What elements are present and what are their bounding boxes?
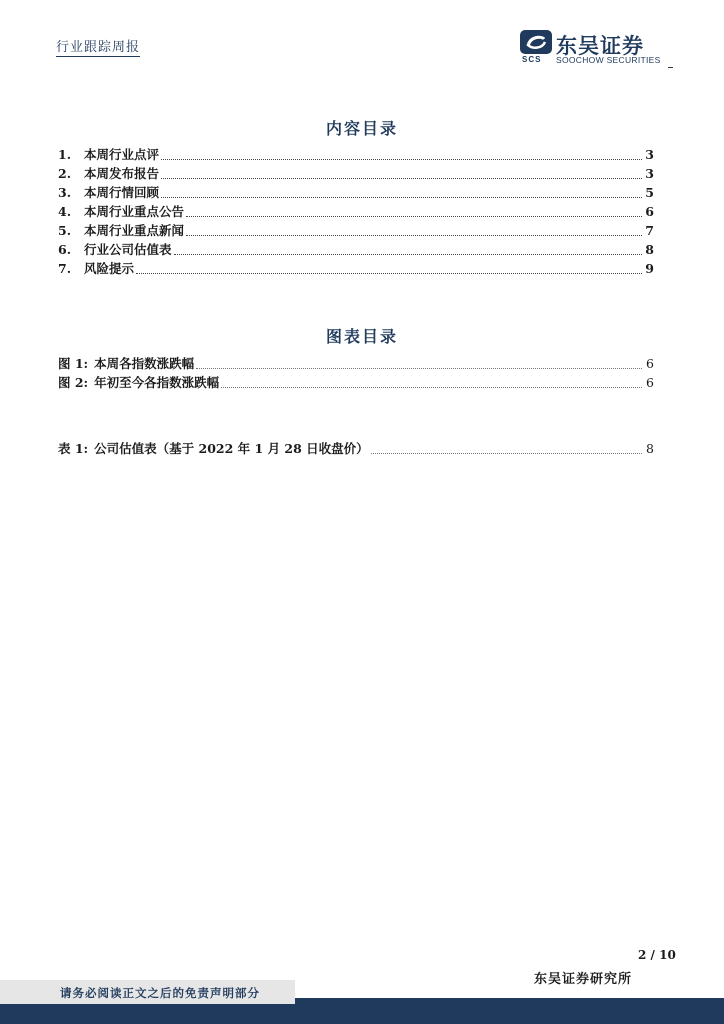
toc-leader-dots	[186, 226, 642, 236]
toc-entry-page: 7	[645, 223, 654, 238]
tables-list	[58, 439, 654, 458]
table-entry[interactable]	[58, 439, 654, 458]
toc-entry[interactable]	[58, 145, 654, 164]
figure-entry-page: 6	[646, 356, 654, 371]
logo-chinese-name: 东吴证券	[556, 34, 644, 58]
logo-english-name: SOOCHOW SECURITIES	[556, 55, 661, 65]
table-entry-label: 表 1:	[58, 441, 89, 456]
figure-entry[interactable]	[58, 354, 654, 373]
toc-entry-number: 6.	[58, 242, 72, 257]
institute-name: 东吴证券研究所	[534, 972, 633, 987]
figure-entry-label: 图 2:	[58, 375, 89, 390]
toc-leader-dots	[196, 359, 642, 369]
toc-entry-page: 3	[645, 166, 654, 181]
report-category: 行业跟踪周报	[56, 36, 140, 57]
logo-mark-icon	[520, 30, 552, 54]
table-entry-title: 公司估值表（基于 2022 年 1 月 28 日收盘价）	[94, 441, 369, 456]
toc-entry-page: 3	[645, 147, 654, 162]
toc-entry-label: 本周行业重点新闻	[84, 223, 185, 238]
toc-entry-number: 1.	[58, 147, 72, 162]
toc-entry-page: 9	[645, 261, 654, 276]
footer-bar	[0, 980, 724, 1024]
toc-entry[interactable]	[58, 202, 654, 221]
toc-entry[interactable]	[58, 221, 654, 240]
toc-entry-number: 5.	[58, 223, 72, 238]
toc-entry-label: 本周行情回顾	[84, 185, 160, 200]
toc-entry-number: 4.	[58, 204, 72, 219]
contents-list	[58, 145, 654, 278]
page-number: 2 / 10	[638, 948, 676, 962]
logo-abbreviation: SCS	[522, 55, 542, 64]
toc-entry[interactable]	[58, 240, 654, 259]
header-divider	[668, 67, 673, 68]
charts-list-title: 图表目录	[325, 327, 398, 346]
toc-entry-label: 本周发布报告	[84, 166, 160, 181]
toc-entry[interactable]	[58, 164, 654, 183]
toc-entry-number: 2.	[58, 166, 72, 181]
toc-leader-dots	[161, 150, 642, 160]
disclaimer-note[interactable]: 请务必阅读正文之后的免责声明部分	[60, 986, 260, 1000]
toc-entry-number: 7.	[58, 261, 72, 276]
toc-leader-dots	[174, 245, 642, 255]
toc-leader-dots	[371, 444, 642, 454]
figure-entry-title: 年初至今各指数涨跌幅	[94, 375, 220, 390]
figure-entry-title: 本周各指数涨跌幅	[94, 356, 195, 371]
toc-entry-label: 本周行业点评	[84, 147, 160, 162]
toc-leader-dots	[186, 207, 642, 217]
toc-leader-dots	[161, 169, 642, 179]
toc-leader-dots	[221, 378, 642, 388]
toc-leader-dots	[161, 188, 642, 198]
footer-band	[0, 1004, 724, 1024]
figure-entry[interactable]	[58, 373, 654, 392]
table-entry-page: 8	[646, 441, 654, 456]
toc-entry-label: 本周行业重点公告	[84, 204, 185, 219]
figure-entry-page: 6	[646, 375, 654, 390]
toc-entry-number: 3.	[58, 185, 72, 200]
figure-entry-label: 图 1:	[58, 356, 89, 371]
toc-entry-label: 风险提示	[84, 261, 135, 276]
toc-entry[interactable]	[58, 259, 654, 278]
figures-list	[58, 354, 654, 392]
company-logo	[520, 30, 680, 70]
toc-entry-page: 5	[645, 185, 654, 200]
toc-entry-page: 8	[645, 242, 654, 257]
toc-leader-dots	[136, 264, 642, 274]
toc-entry[interactable]	[58, 183, 654, 202]
toc-entry-page: 6	[645, 204, 654, 219]
toc-entry-label: 行业公司估值表	[84, 242, 172, 257]
contents-title: 内容目录	[325, 119, 398, 138]
